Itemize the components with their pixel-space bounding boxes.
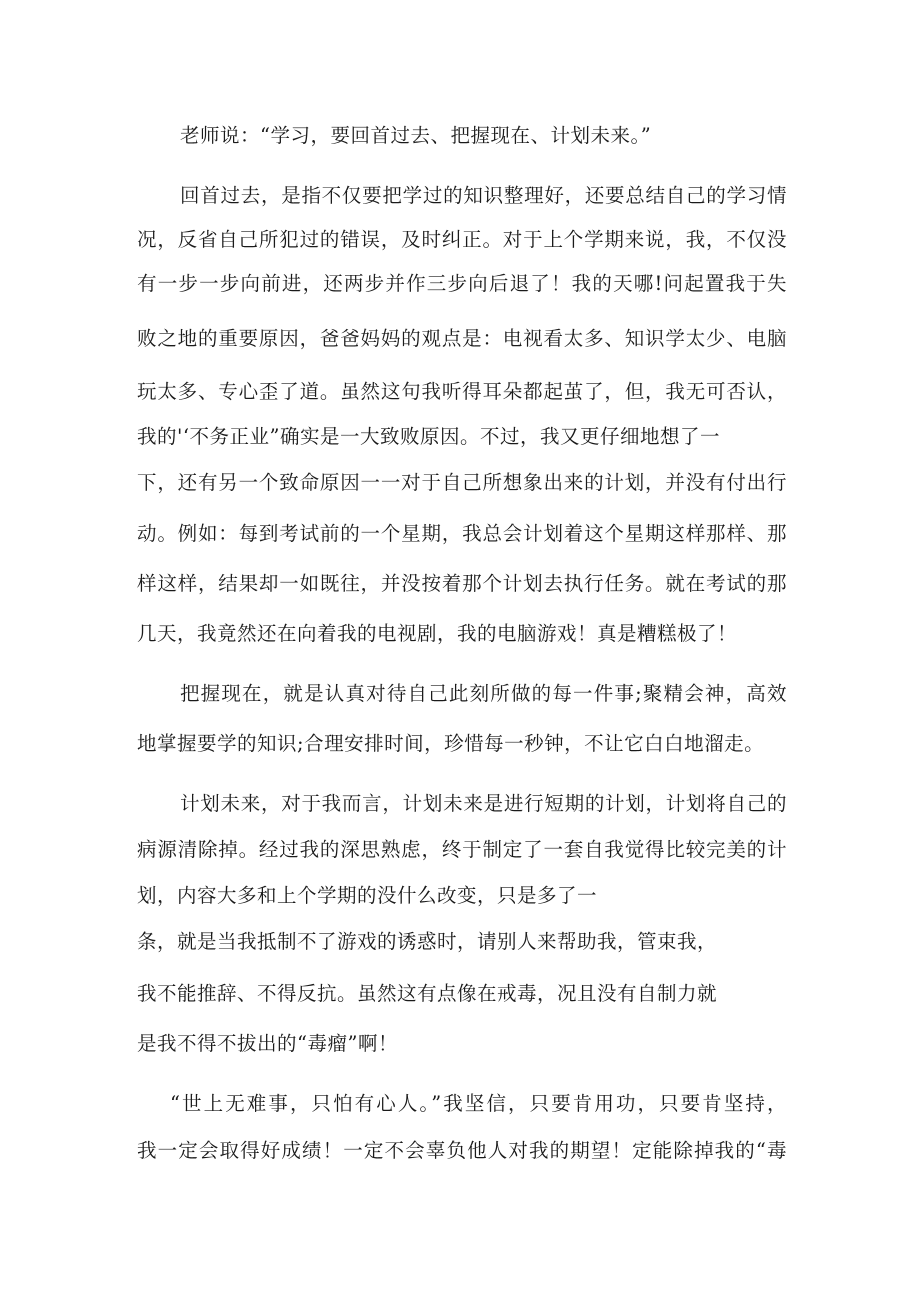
paragraph-line: 我一定会取得好成绩！一定不会辜负他人对我的期望！定能除掉我的“毒	[137, 1139, 787, 1162]
paragraph-line: 条，就是当我抵制不了游戏的诱惑时，请别人来帮助我，管束我，	[137, 930, 718, 953]
paragraph-line: “世上无难事，只怕有心人。”我坚信，只要肯用功，只要肯坚持，	[170, 1092, 787, 1115]
paragraph-line: 计划未来，对于我而言，计划未来是进行短期的计划，计划将自己的	[180, 792, 787, 815]
paragraph-line: 我不能推辞、不得反抗。虽然这有点像在戒毒，况且没有自制力就	[137, 982, 718, 1005]
paragraph-line: 动。例如：每到考试前的一个星期，我总会计划着这个星期这样那样、那	[137, 522, 787, 545]
paragraph-line: 回首过去，是指不仅要把学过的知识整理好，还要总结自己的学习情	[180, 184, 787, 207]
paragraph-line: 下，还有另一个致命原因一一对于自己所想象出来的计划，并没有付出行	[137, 471, 787, 494]
paragraph-line: 有一步一步向前进，还两步并作三步向后退了！我的天哪!问起置我于失	[137, 272, 787, 295]
paragraph-line: 我的'‘不务正业”确实是一大致败原因。不过，我又更仔细地想了一	[137, 425, 721, 448]
paragraph-line: 地掌握要学的知识;合理安排时间，珍惜每一秒钟，不让它白白地溜走。	[137, 732, 765, 755]
paragraph-line: 老师说：“学习，要回首过去、把握现在、计划未来。”	[180, 124, 652, 147]
paragraph-line: 败之地的重要原因，爸爸妈妈的观点是：电视看太多、知识学太少、电脑	[137, 327, 787, 350]
paragraph-line: 玩太多、专心歪了道。虽然这句我听得耳朵都起茧了，但，我无可否认，	[137, 380, 787, 403]
paragraph-line: 是我不得不拔出的“毒瘤”啊！	[137, 1032, 398, 1055]
paragraph-line: 样这样，结果却一如既往，并没按着那个计划去执行任务。就在考试的那	[137, 572, 787, 595]
paragraph-line: 把握现在，就是认真对待自己此刻所做的每一件事;聚精会神，高效	[180, 682, 787, 705]
paragraph-line: 病源清除掉。经过我的深思熟虑，终于制定了一套自我觉得比较完美的计	[137, 838, 787, 861]
paragraph-line: 况，反省自己所犯过的错误，及时纠正。对于上个学期来说，我，不仅没	[137, 228, 787, 251]
paragraph-line: 几天，我竟然还在向着我的电视剧，我的电脑游戏！真是糟糕极了！	[137, 622, 738, 645]
paragraph-line: 划，内容大多和上个学期的没什么改变，只是多了一	[137, 884, 598, 907]
